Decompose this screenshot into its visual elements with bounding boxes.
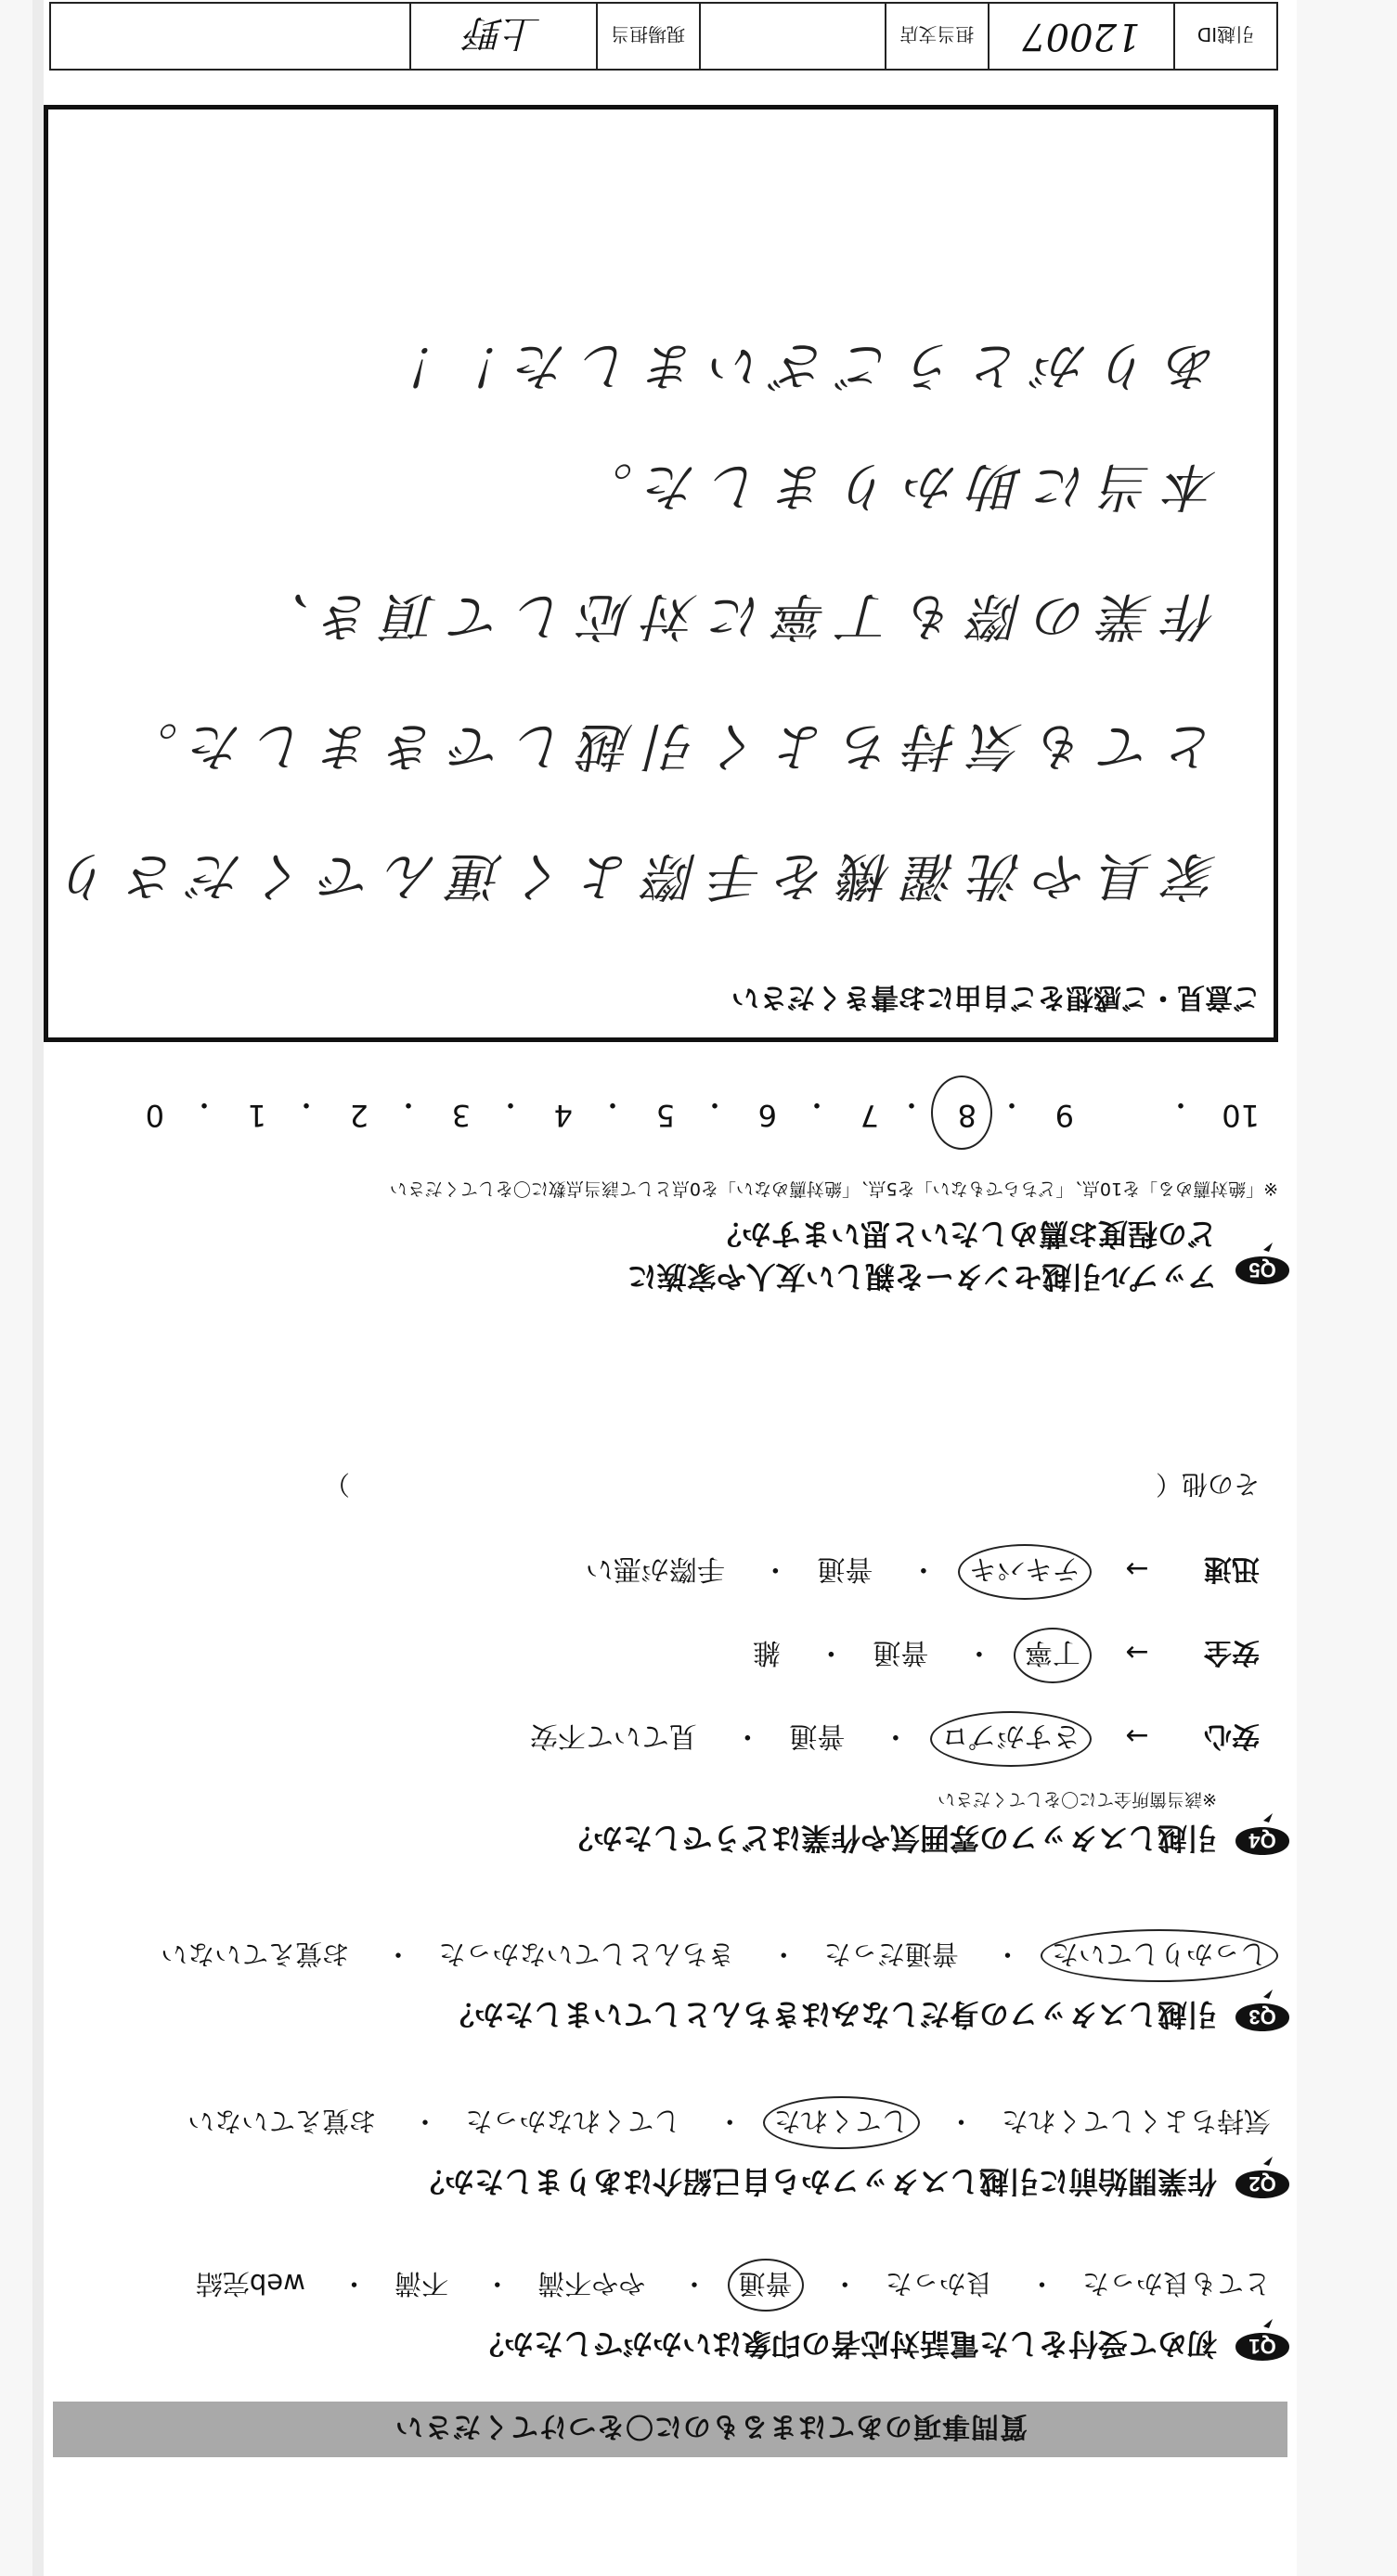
- q3-opt-1-selected[interactable]: しっかりしていた: [1041, 1929, 1278, 1982]
- scale-5[interactable]: 5: [655, 1098, 675, 1133]
- q4-row-key: 安心: [1204, 1719, 1260, 1752]
- page-edge: [32, 0, 44, 2576]
- footer-signature: [51, 4, 409, 69]
- q4-row-anzen: 安全 → 丁寧 ・ 普通 ・ 雑: [753, 1635, 1260, 1676]
- q4-row-jinsoku: 迅速 → テキパキ ・ 普通 ・ 手際が悪い: [586, 1552, 1260, 1592]
- question-5-note: ※「絶対薦める」を10点、「どちらでもない」を5点、「絶対薦めない」を0点として該当点数に〇をしてください: [389, 1179, 1278, 1199]
- question-5-text-2: どの程度お薦めしたいと思いますか？: [711, 1217, 1217, 1252]
- q4-r1-opt-1-selected[interactable]: さすがプロ: [930, 1711, 1092, 1767]
- scale-9[interactable]: 9: [1054, 1098, 1074, 1133]
- handwritten-line: 本当に助かりました。: [568, 456, 1218, 516]
- footer-value-staff[interactable]: 上野: [409, 4, 595, 69]
- scale-dot: ・: [395, 1088, 422, 1120]
- question-1-options: とても良かった ・ 良かった ・ 普通 ・ やや不満 ・ 不満 ・ web完結: [196, 2266, 1271, 2304]
- survey-page: [44, 0, 1297, 2576]
- q1-opt-4[interactable]: やや不満: [537, 2268, 646, 2299]
- question-4-note: ※該当箇所全てに〇をしてください: [938, 1789, 1217, 1810]
- svg-text:Q2: Q2: [1248, 2172, 1276, 2196]
- scale-4[interactable]: 4: [553, 1098, 573, 1133]
- comment-title: ご意見・ご感想をご自由にお書きください: [731, 981, 1261, 1013]
- scale-2[interactable]: 2: [349, 1098, 369, 1133]
- q3-opt-2[interactable]: 普通だった: [823, 1938, 959, 1970]
- q-badge-icon: [1228, 2155, 1297, 2214]
- q-badge-icon: [1228, 2317, 1297, 2376]
- q4-row-key: 迅速: [1204, 1552, 1260, 1585]
- scale-dot: ・: [898, 1088, 925, 1120]
- scale-dot: ・: [998, 1088, 1026, 1120]
- scale-6[interactable]: 6: [757, 1098, 777, 1133]
- scale-dot: ・: [292, 1088, 320, 1120]
- q3-opt-4[interactable]: お覚えていない: [161, 1938, 350, 1970]
- q4-r3-opt-1-selected[interactable]: テキパキ: [958, 1544, 1092, 1600]
- question-3: [71, 1936, 1297, 2047]
- arrow-right-icon: →: [1125, 1719, 1149, 1752]
- q4-r3-opt-3[interactable]: 手際が悪い: [585, 1552, 725, 1585]
- footer-table: [49, 2, 1278, 71]
- scale-8-selected[interactable]: 8: [957, 1098, 977, 1133]
- q-badge-icon: [1228, 1811, 1297, 1871]
- q1-opt-2[interactable]: 良かった: [885, 2268, 993, 2299]
- comment-box[interactable]: [44, 105, 1278, 1042]
- question-1-text: 初めて受付をした電話対応者の印象はいかがでしたか？: [473, 2326, 1217, 2362]
- scale-3[interactable]: 3: [451, 1098, 471, 1133]
- scale-0[interactable]: 0: [145, 1098, 164, 1133]
- scale-1[interactable]: 1: [247, 1098, 266, 1133]
- question-4: [71, 1425, 1297, 1871]
- q4-r2-opt-1-selected[interactable]: 丁寧: [1014, 1628, 1092, 1683]
- q-badge-icon: [1228, 1988, 1297, 2047]
- q2-opt-3[interactable]: してくれなかった: [465, 2106, 681, 2137]
- q4-r2-opt-3[interactable]: 雑: [752, 1636, 781, 1668]
- scale-10[interactable]: 10: [1222, 1098, 1260, 1133]
- question-3-text: 引越しスタッフの身だしなみはきちんとしていましたか？: [444, 1997, 1217, 2032]
- q4-r2-opt-2[interactable]: 普通: [873, 1636, 929, 1668]
- handwritten-line: 作業の際も丁寧に対応して頂き、: [245, 586, 1218, 646]
- scale-dot: ・: [1167, 1088, 1195, 1120]
- q4-row-key: 安全: [1204, 1636, 1260, 1668]
- q2-opt-2-selected[interactable]: してくれた: [763, 2096, 920, 2149]
- q4-other[interactable]: その他（ ）: [323, 1469, 1260, 1500]
- handwritten-line: ありがとうございました！！: [373, 335, 1218, 395]
- q1-opt-1[interactable]: とても良かった: [1081, 2268, 1271, 2299]
- scale-dot: ・: [190, 1088, 218, 1120]
- q1-opt-3-selected[interactable]: 普通: [728, 2259, 804, 2312]
- question-3-options: しっかりしていた ・ 普通だった ・ きちんとしていなかった ・ お覚えていない: [161, 1937, 1271, 1975]
- handwritten-line: とても気持ちよく引越しできました。: [113, 715, 1218, 776]
- q3-opt-3[interactable]: きちんとしていなかった: [438, 1938, 735, 1970]
- q4-row-anshin: 安心 → さすがプロ ・ 普通 ・ 見ていて不安: [530, 1719, 1260, 1759]
- arrow-right-icon: →: [1125, 1636, 1149, 1668]
- footer-label-branch: 担当支店: [885, 4, 988, 69]
- question-1: [71, 2265, 1297, 2376]
- q4-r3-opt-2[interactable]: 普通: [817, 1552, 873, 1585]
- footer-value-id[interactable]: 12007: [988, 4, 1173, 69]
- svg-text:Q4: Q4: [1248, 1829, 1276, 1852]
- question-4-text: 引越しスタッフの雰囲気や作業はどうでしたか？: [563, 1821, 1217, 1856]
- instruction-bar: [53, 2402, 1287, 2457]
- q4-r1-opt-2[interactable]: 普通: [789, 1719, 846, 1752]
- recommend-scale: [53, 1059, 1278, 1133]
- scale-dot: ・: [497, 1088, 524, 1120]
- instruction-text: 質問事項のあてはまるものに〇をつけてください: [395, 2410, 1028, 2442]
- scale-dot: ・: [599, 1088, 627, 1120]
- question-2-options: 気持ちよくしてくれた ・ してくれた ・ してくれなかった ・ お覚えていない: [188, 2104, 1271, 2142]
- scale-dot: ・: [803, 1088, 831, 1120]
- footer-label-id: 引越ID: [1173, 4, 1276, 69]
- q1-opt-5[interactable]: 不満: [395, 2268, 449, 2299]
- svg-text:Q1: Q1: [1248, 2335, 1276, 2358]
- scale-7[interactable]: 7: [860, 1098, 879, 1133]
- q1-opt-6[interactable]: web完結: [195, 2268, 305, 2299]
- question-2-text: 作業開始前に引越しスタッフから自己紹介はありましたか？: [414, 2164, 1217, 2199]
- q4-r1-opt-3[interactable]: 見ていて不安: [529, 1719, 697, 1752]
- arrow-right-icon: →: [1125, 1552, 1149, 1585]
- svg-text:Q5: Q5: [1248, 1258, 1276, 1282]
- scale-dot: ・: [701, 1088, 729, 1120]
- footer-label-staff: 現場担当: [596, 4, 699, 69]
- footer-value-branch[interactable]: [699, 4, 885, 69]
- handwritten-line: 家具や洗濯機を手際よく運んでくださり: [48, 845, 1218, 906]
- svg-text:Q3: Q3: [1248, 2005, 1276, 2029]
- question-2: [71, 2103, 1297, 2214]
- q-badge-icon: [1228, 1241, 1297, 1300]
- question-5-text-1: アップル引越センターを親しい友人や家族に: [627, 1259, 1217, 1294]
- question-5: [71, 1133, 1297, 1300]
- q2-opt-1[interactable]: 気持ちよくしてくれた: [1001, 2106, 1271, 2137]
- q2-opt-4[interactable]: お覚えていない: [188, 2106, 377, 2137]
